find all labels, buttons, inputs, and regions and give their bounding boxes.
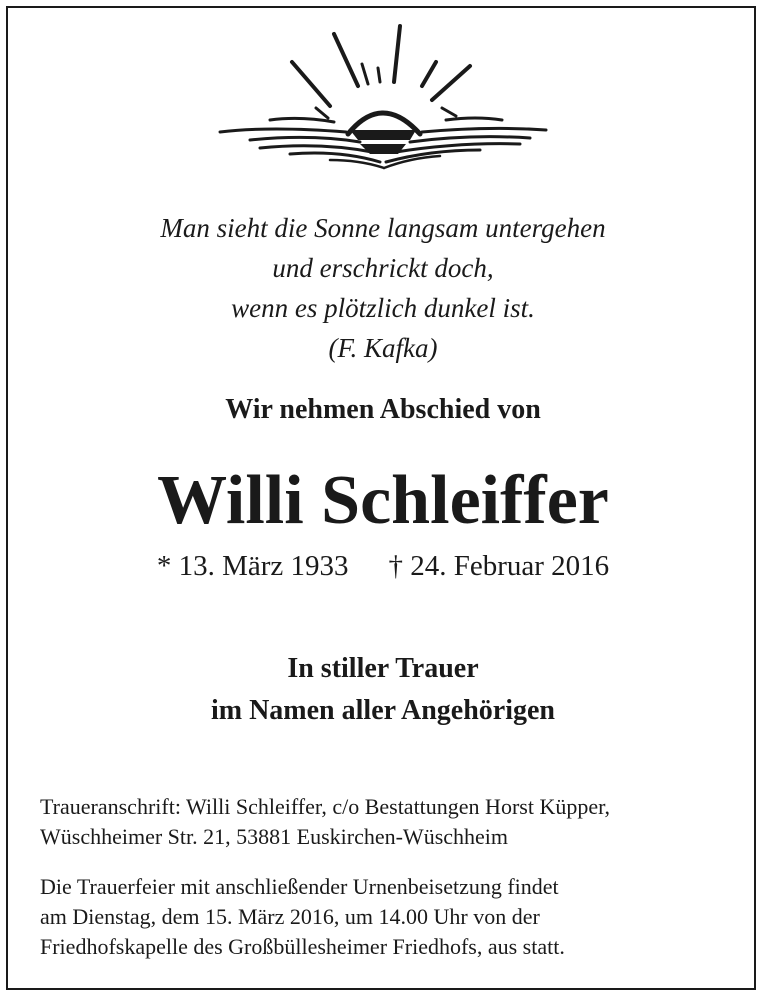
address-line: Wüschheimer Str. 21, 53881 Euskirchen-Wüschheim — [40, 824, 509, 849]
mourning-address — [40, 792, 740, 852]
ceremony-line: Friedhofskapelle des Großbüllesheimer Friedhofs, aus statt. — [40, 934, 565, 959]
farewell-heading: Wir nehmen Abschied von — [225, 394, 541, 425]
deceased-name: Willi Schleiffer — [157, 462, 609, 539]
death-date: † 24. Februar 2016 — [388, 550, 610, 582]
ceremony-info — [40, 872, 740, 962]
ceremony-line: Die Trauerfeier mit anschließender Urnenbeisetzung findet — [40, 874, 559, 899]
ceremony-line: am Dienstag, dem 15. März 2016, um 14.00 Uhr von der — [40, 904, 540, 929]
quote-line: und erschrickt doch, — [272, 253, 494, 283]
quote-attribution: (F. Kafka) — [328, 333, 438, 363]
setting-sun-icon — [210, 22, 556, 172]
mourning-signature — [0, 648, 766, 732]
mourning-line: im Namen aller Angehörigen — [210, 695, 555, 726]
life-dates — [0, 550, 766, 583]
address-line: Traueranschrift: Willi Schleiffer, c/o Bestattungen Horst Küpper, — [40, 794, 611, 819]
quote-line: wenn es plötzlich dunkel ist. — [231, 293, 535, 323]
birth-date: * 13. März 1933 — [156, 550, 349, 582]
quote-line: Man sieht die Sonne langsam untergehen — [160, 213, 606, 243]
mourning-line: In stiller Trauer — [287, 653, 479, 684]
kafka-quote — [0, 208, 766, 368]
